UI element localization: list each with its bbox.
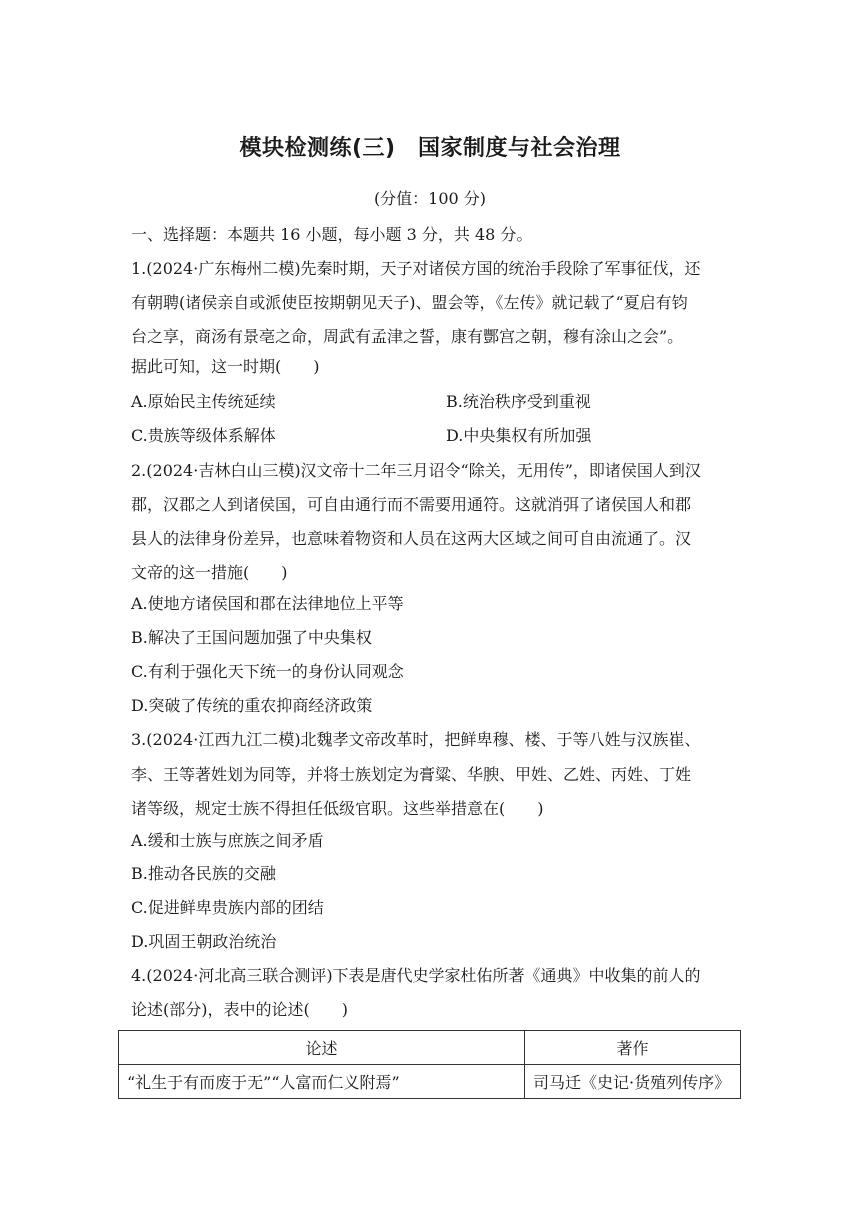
q3-line-2: 李、王等著姓划为同等，并将士族划定为膏粱、华腴、甲姓、乙姓、丙姓、丁姓 xyxy=(131,765,692,784)
q2-line-3: 县人的法律身份差异，也意味着物资和人员在这两大区域之间可自由流通了。汉 xyxy=(131,529,692,548)
q1-option-d: D.中央集权有所加强 xyxy=(446,426,592,445)
q3-option-d: D.巩固王朝政治统治 xyxy=(131,932,277,951)
q4-line-1: 4.(2024·河北高三联合测评)下表是唐代史学家杜佑所著《通典》中收集的前人的 xyxy=(131,966,701,985)
table-header-cell: 论述 xyxy=(119,1031,525,1065)
q4-table xyxy=(118,1030,741,1099)
q2-option-c: C.有利于强化天下统一的身份认同观念 xyxy=(131,662,404,681)
q2-line-4: 文帝的这一措施( ) xyxy=(131,563,288,582)
section-heading: 一、选择题：本题共 16 小题，每小题 3 分，共 48 分。 xyxy=(131,225,533,244)
q1-option-b: B.统治秩序受到重视 xyxy=(446,392,591,411)
table-row xyxy=(119,1065,741,1099)
q2-option-b: B.解决了王国问题加强了中央集权 xyxy=(131,628,372,647)
q2-line-1: 2.(2024·吉林白山三模)汉文帝十二年三月诏令“除关，无用传”，即诸侯国人到汉 xyxy=(131,461,701,480)
q3-line-1: 3.(2024·江西九江二模)北魏孝文帝改革时，把鲜卑穆、楼、于等八姓与汉族崔、 xyxy=(131,730,701,749)
q3-option-c: C.促进鲜卑贵族内部的团结 xyxy=(131,898,324,917)
q1-option-c: C.贵族等级体系解体 xyxy=(131,426,276,445)
q3-line-3: 诸等级，规定士族不得担任低级官职。这些举措意在( ) xyxy=(131,799,544,818)
q2-line-2: 郡，汉郡之人到诸侯国，可自由通行而不需要用通符。这就消弭了诸侯国人和郡 xyxy=(131,495,692,514)
q1-line-3: 台之享，商汤有景亳之命，周武有孟津之誓，康有酆宫之朝，穆有涂山之会”。 xyxy=(131,327,684,346)
score-note: (分值：100 分) xyxy=(373,189,487,208)
table-cell: 司马迁《史记·货殖列传序》 xyxy=(525,1065,741,1099)
q2-option-a: A.使地方诸侯国和郡在法律地位上平等 xyxy=(131,594,404,613)
q4-line-2: 论述(部分)，表中的论述( ) xyxy=(131,1000,348,1019)
q1-option-a: A.原始民主传统延续 xyxy=(131,392,276,411)
table-cell: “礼生于有而废于无”“人富而仁义附焉” xyxy=(119,1065,525,1099)
page-title: 模块检测练(三) 国家制度与社会治理 xyxy=(239,136,621,161)
q2-option-d: D.突破了传统的重农抑商经济政策 xyxy=(131,696,373,715)
q3-option-a: A.缓和士族与庶族之间矛盾 xyxy=(131,831,324,850)
table-header-row xyxy=(119,1031,741,1065)
q1-line-2: 有朝聘(诸侯亲自或派使臣按期朝见天子)、盟会等，《左传》就记载了“夏启有钧 xyxy=(131,293,688,312)
q1-line-1: 1.(2024·广东梅州二模)先秦时期，天子对诸侯方国的统治手段除了军事征伐，还 xyxy=(131,259,701,278)
q1-line-4: 据此可知，这一时期( ) xyxy=(131,357,320,376)
q3-option-b: B.推动各民族的交融 xyxy=(131,864,276,883)
table-header-cell: 著作 xyxy=(525,1031,741,1065)
